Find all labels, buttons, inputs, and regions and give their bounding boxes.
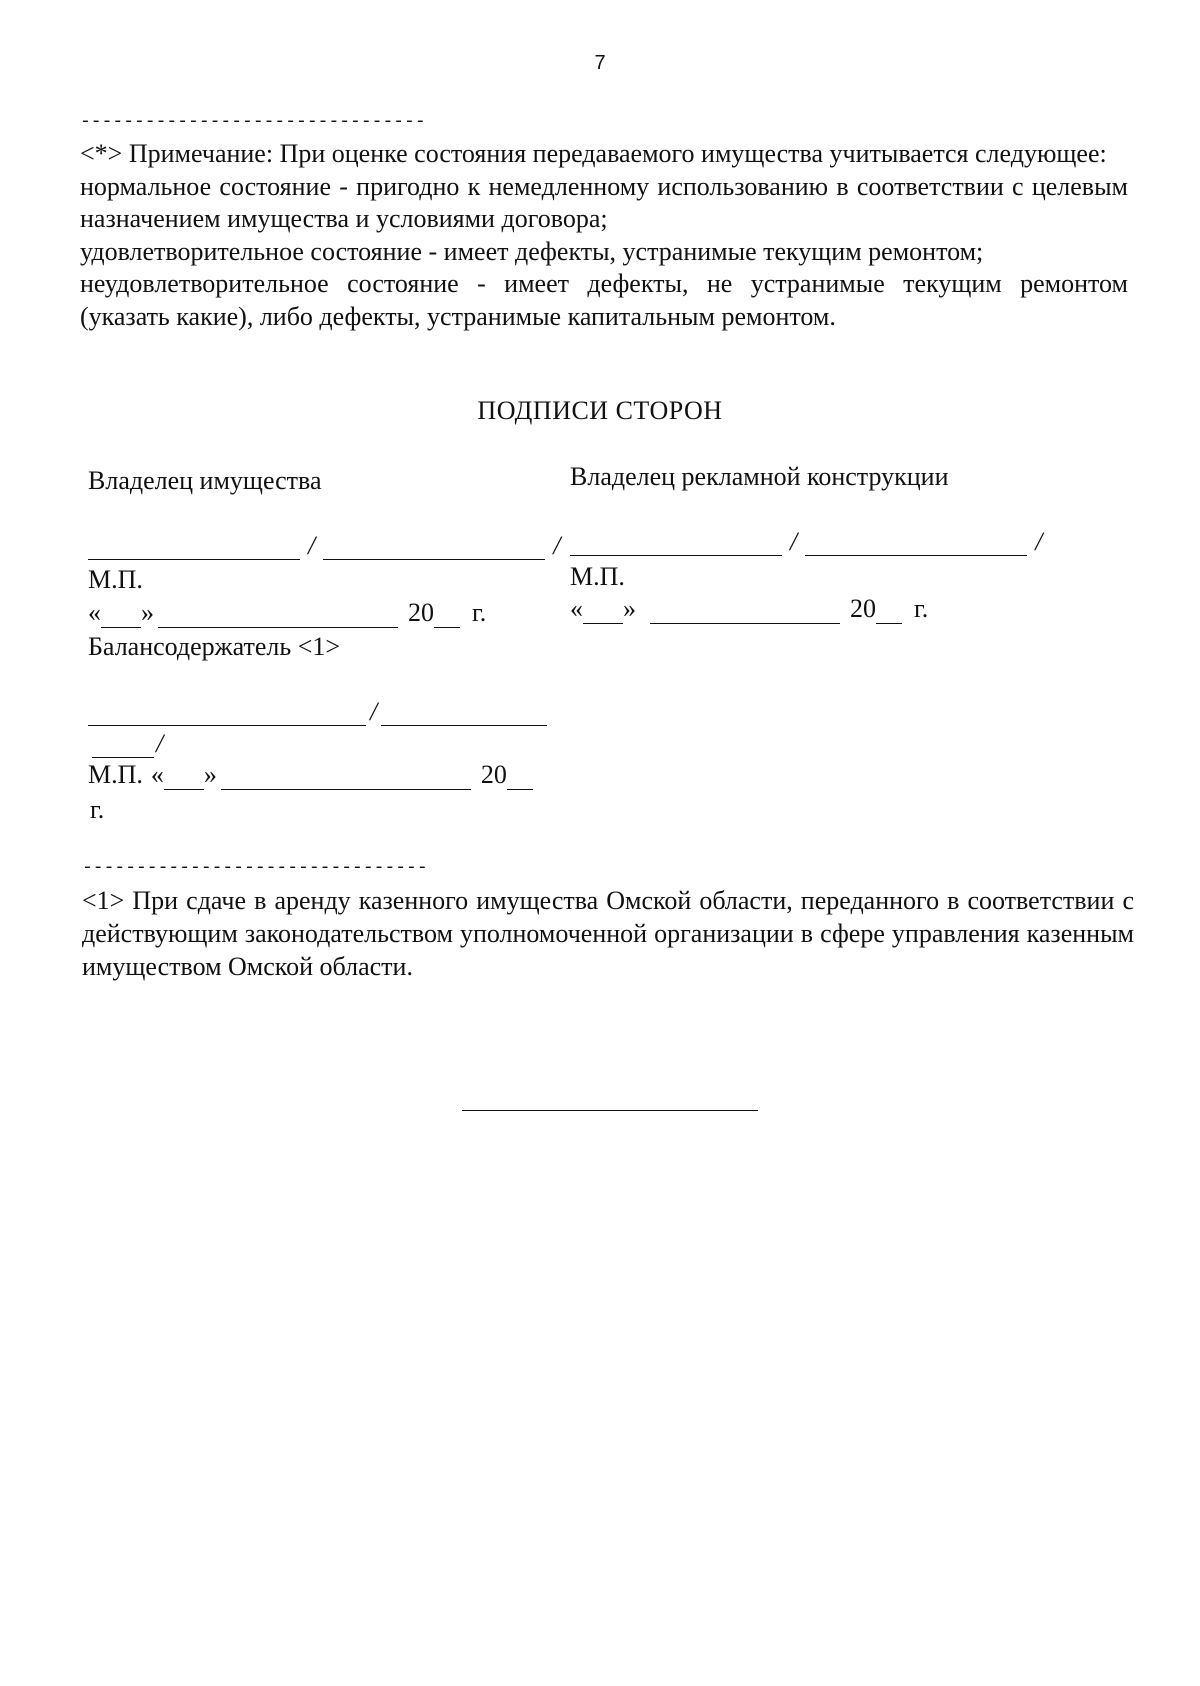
ad-owner-date-line bbox=[570, 592, 928, 624]
ad-owner-signature-line bbox=[570, 524, 1050, 556]
balance-holder-name-continuation bbox=[92, 726, 165, 758]
balance-holder-year-suffix: г. bbox=[90, 795, 105, 824]
owner-stamp-label: М.П. bbox=[88, 565, 143, 594]
day-blank bbox=[101, 603, 141, 628]
close-quote: » bbox=[141, 598, 154, 627]
end-of-document-rule bbox=[462, 1110, 758, 1111]
year-blank bbox=[876, 599, 902, 624]
note-paragraph: <*> Примечание: При оценке состояния передаваемого имущества учитывается следующее: bbox=[80, 139, 1107, 168]
balance-holder-date-line bbox=[88, 758, 533, 790]
month-blank bbox=[158, 603, 398, 628]
note-paragraph: удовлетворительное состояние - имеет дефекты, устранимые текущим ремонтом; bbox=[80, 236, 984, 266]
balance-holder-label: Балансодержатель <1> bbox=[88, 632, 341, 661]
ad-owner-stamp-label: М.П. bbox=[570, 562, 625, 591]
month-blank bbox=[221, 765, 471, 790]
signature-blank bbox=[570, 529, 782, 556]
open-quote: « bbox=[570, 594, 583, 623]
year-prefix: 20 bbox=[408, 598, 434, 627]
note-paragraph: неудовлетворительное состояние - имеет дефекты, не устранимые текущим ремонтом (указать какие), либо дефекты, устранимые капитальным ремонтом. bbox=[80, 269, 1128, 331]
signature-blank bbox=[88, 699, 366, 726]
ad-owner-label: Владелец рекламной конструкции bbox=[570, 462, 949, 491]
owner-label: Владелец имущества bbox=[88, 466, 322, 495]
year-suffix: г. bbox=[914, 594, 929, 623]
signatures-title: ПОДПИСИ СТОРОН bbox=[477, 396, 723, 425]
note-separator: -------------------------------- bbox=[80, 112, 426, 132]
day-blank bbox=[164, 765, 204, 790]
page-number: 7 bbox=[594, 52, 606, 74]
day-blank bbox=[583, 599, 623, 624]
stamp-label: М.П. bbox=[88, 760, 143, 789]
year-prefix: 20 bbox=[850, 594, 876, 623]
separator-slash: / bbox=[1035, 527, 1043, 556]
name-blank bbox=[323, 533, 545, 560]
year-blank bbox=[434, 603, 460, 628]
open-quote: « bbox=[150, 760, 164, 789]
separator-slash: / bbox=[370, 697, 378, 726]
footnote-text: <1> При сдаче в аренду казенного имущества Омской области, переданного в соответствии с действующим законодательством уполномоченной организации в сфере управления казенным имуществом Омской области. bbox=[82, 886, 1134, 981]
name-blank bbox=[381, 699, 547, 726]
close-quote: » bbox=[203, 760, 217, 789]
separator-slash: / bbox=[156, 729, 164, 758]
separator-slash: / bbox=[790, 527, 798, 556]
footnote bbox=[82, 884, 1134, 983]
month-blank bbox=[650, 599, 840, 624]
name-blank bbox=[805, 529, 1027, 556]
close-quote: » bbox=[623, 594, 636, 623]
separator-slash: / bbox=[308, 531, 316, 560]
signature-blank bbox=[88, 533, 300, 560]
year-prefix: 20 bbox=[480, 760, 507, 789]
note-paragraph: нормальное состояние - пригодно к немедленному использованию в соответствии с целевым назначением имущества и условиями договора; bbox=[80, 171, 1128, 233]
name-blank bbox=[92, 731, 154, 758]
open-quote: « bbox=[88, 598, 101, 627]
note-block bbox=[80, 138, 1128, 333]
year-blank bbox=[507, 765, 533, 790]
owner-date-line bbox=[88, 596, 486, 628]
year-suffix: г. bbox=[472, 598, 487, 627]
balance-holder-signature-line bbox=[88, 694, 547, 726]
footnote-separator: -------------------------------- bbox=[82, 858, 428, 878]
owner-signature-line bbox=[88, 528, 568, 560]
separator-slash: / bbox=[553, 531, 561, 560]
